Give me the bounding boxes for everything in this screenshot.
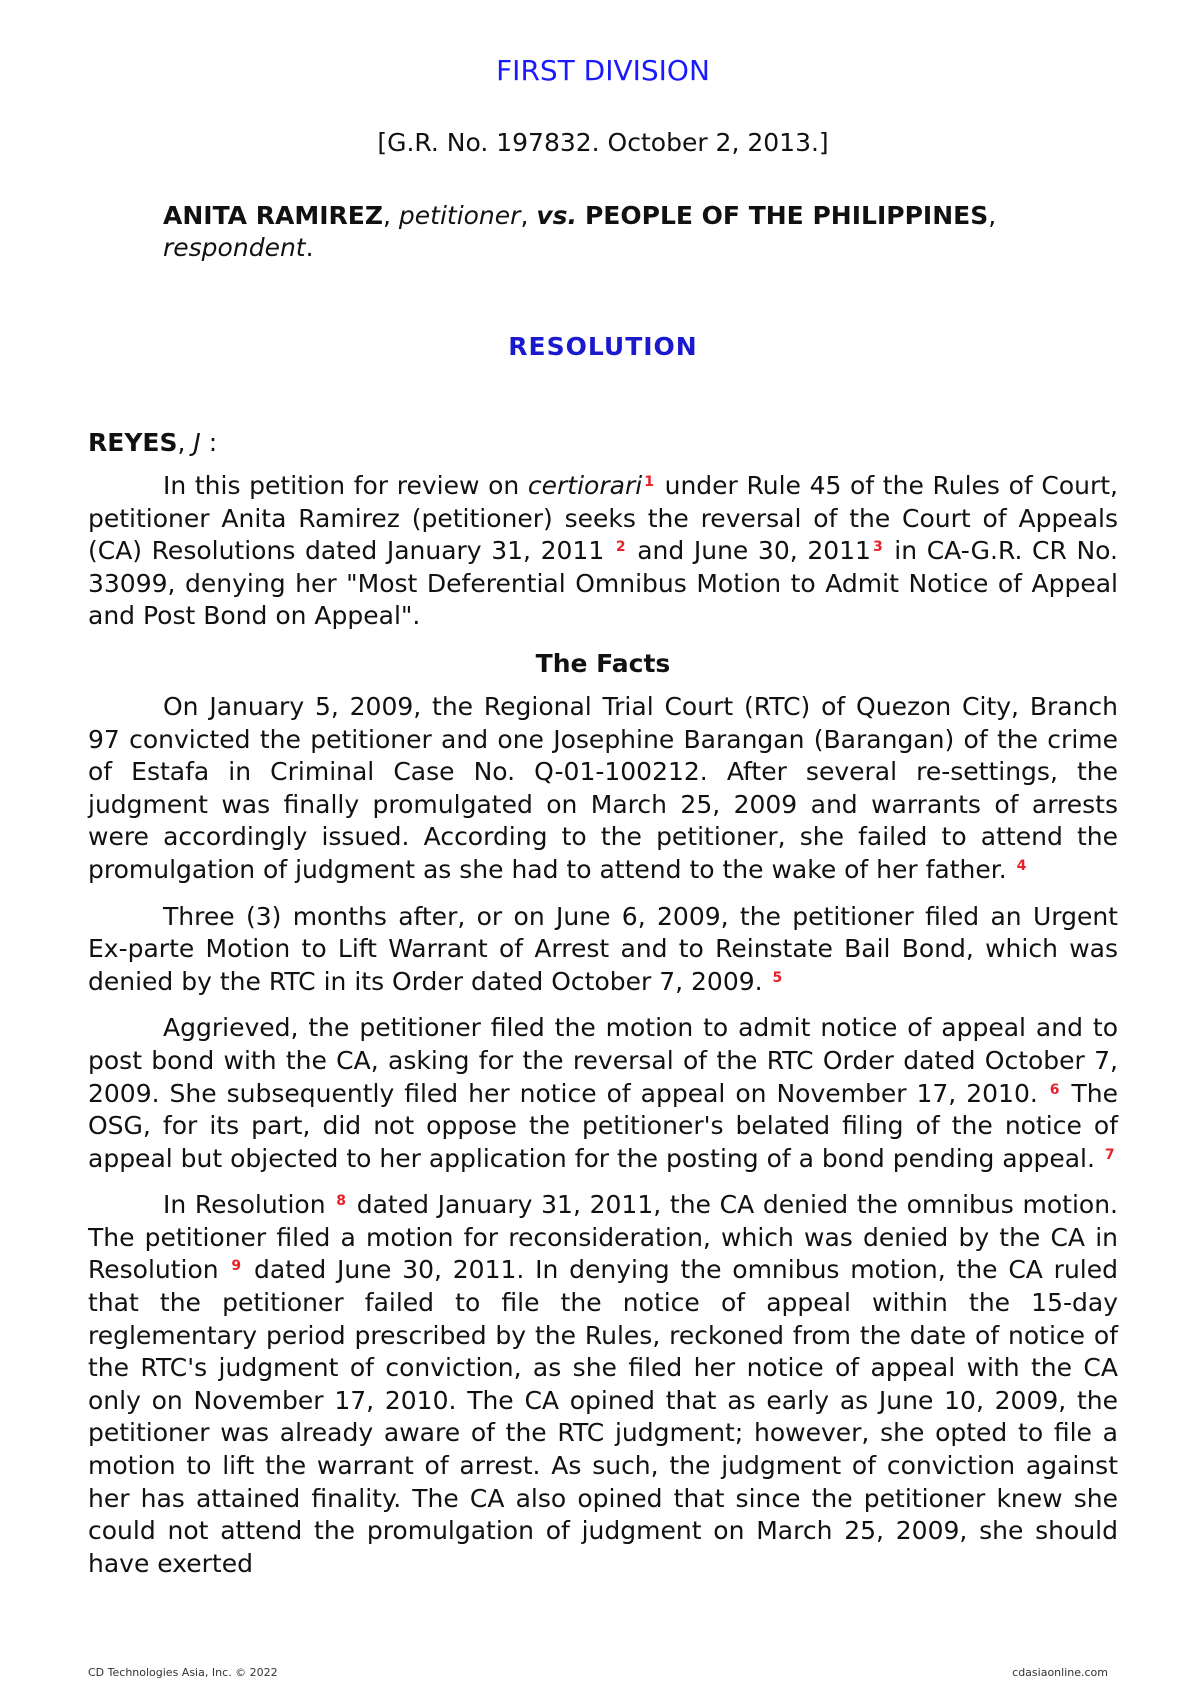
paragraph-5: In Resolution $^8$ dated January 31, 2011, the CA denied the omnibus motion. The petitioner filed a motion for reconsideration, which was denied by the CA in Resolution $^9$ dated June 30, 2011. In denying the omnibus motion, the CA ruled that the petitioner failed to file the notice of appeal within the 15-day reglementary period prescribed by the Rules, reckoned from the date of notice of the RTC's judgment of conviction, as she filed her notice of appeal with the CA only on November 17, 2010. The CA opined that as early as June 10, 2009, the petitioner was already aware of the RTC judgment; however, she opted to file a motion to lift the warrant of arrest. As such, the judgment of conviction against her has attained finality. The CA also opined that since the petitioner knew she could not attend the promulgation of judgment on March 25, 2009, she should have exerted — [88, 1190, 1118, 1578]
footnote-link-2[interactable]: 2 — [615, 539, 626, 556]
footnote-link-8[interactable]: 8 — [336, 1193, 347, 1210]
footnote-link-4[interactable]: 4 — [1016, 857, 1027, 874]
footnote-link-7[interactable]: 7 — [1104, 1146, 1115, 1163]
ponente-name: REYES — [88, 428, 178, 457]
document-type-heading: RESOLUTION — [508, 332, 698, 361]
case-parties: ANITA RAMIREZ, petitioner, vs. PEOPLE OF THE PHILIPPINES, respondent. — [163, 201, 997, 262]
versus-label: vs. — [536, 201, 578, 230]
division-heading: FIRST DIVISION — [496, 54, 710, 87]
case-number: [G.R. No. 197832. October 2, 2013.] — [377, 128, 829, 157]
footnote-link-6[interactable]: 6 — [1049, 1081, 1060, 1098]
respondent-role: respondent — [163, 233, 306, 262]
ponente: REYES, J : — [88, 428, 218, 457]
footnote-link-5[interactable]: 5 — [772, 969, 783, 986]
italic-term: certiorari — [527, 471, 643, 500]
footnote-link-9[interactable]: 9 — [231, 1258, 242, 1275]
ponente-title: J — [193, 428, 201, 457]
footnote-link-3[interactable]: 3 — [872, 539, 883, 556]
petitioner-name: ANITA RAMIREZ — [163, 201, 383, 230]
document-body — [88, 470, 1118, 1594]
paragraph-2: On January 5, 2009, the Regional Trial Court (RTC) of Quezon City, Branch 97 convicted the petitioner and one Josephine Barangan (Barangan) of the crime of Estafa in Criminal Case No. Q-01-100212. After several re-settings, the judgment was finally promulgated on March 25, 2009 and warrants of arrests were accordingly issued. According to the petitioner, she failed to attend the promulgation of judgment as she had to attend to the wake of her father. $^4$ — [88, 691, 1118, 884]
footnote-link-1[interactable]: 1 — [644, 474, 654, 490]
paragraph-3: Three (3) months after, or on June 6, 2009, the petitioner filed an Urgent Ex-parte Motion to Lift Warrant of Arrest and to Reinstate Bail Bond, which was denied by the RTC in its Order dated October 7, 2009. $^5$ — [88, 901, 1118, 996]
paragraph-1: In this petition for review on certiorari $^1$ under Rule 45 of the Rules of Court, petitioner Anita Ramirez (petitioner) seeks the reversal of the Court of Appeals (CA) Resolutions dated January 31, 2011 $^2$ and June 30, 2011 $^3$ in CA-G.R. CR No. 33099, denying her "Most Deferential Omnibus Motion to Admit Notice of Appeal and Post Bond on Appeal". — [88, 471, 1118, 631]
petitioner-role: petitioner — [398, 201, 521, 230]
respondent-name: PEOPLE OF THE PHILIPPINES — [584, 201, 989, 230]
footer-copyright: CD Technologies Asia, Inc. © 2022 — [88, 1666, 278, 1679]
paragraph-4: Aggrieved, the petitioner filed the motion to admit notice of appeal and to post bond with the CA, asking for the reversal of the RTC Order dated October 7, 2009. She subsequently filed her notice of appeal on November 17, 2010. $^6$ The OSG, for its part, did not oppose the petitioner's belated filing of the notice of appeal but objected to her application for the posting of a bond pending appeal. $^7$ — [88, 1013, 1119, 1173]
facts-heading: The Facts — [535, 648, 671, 678]
footer-site: cdasiaonline.com — [1012, 1666, 1108, 1679]
